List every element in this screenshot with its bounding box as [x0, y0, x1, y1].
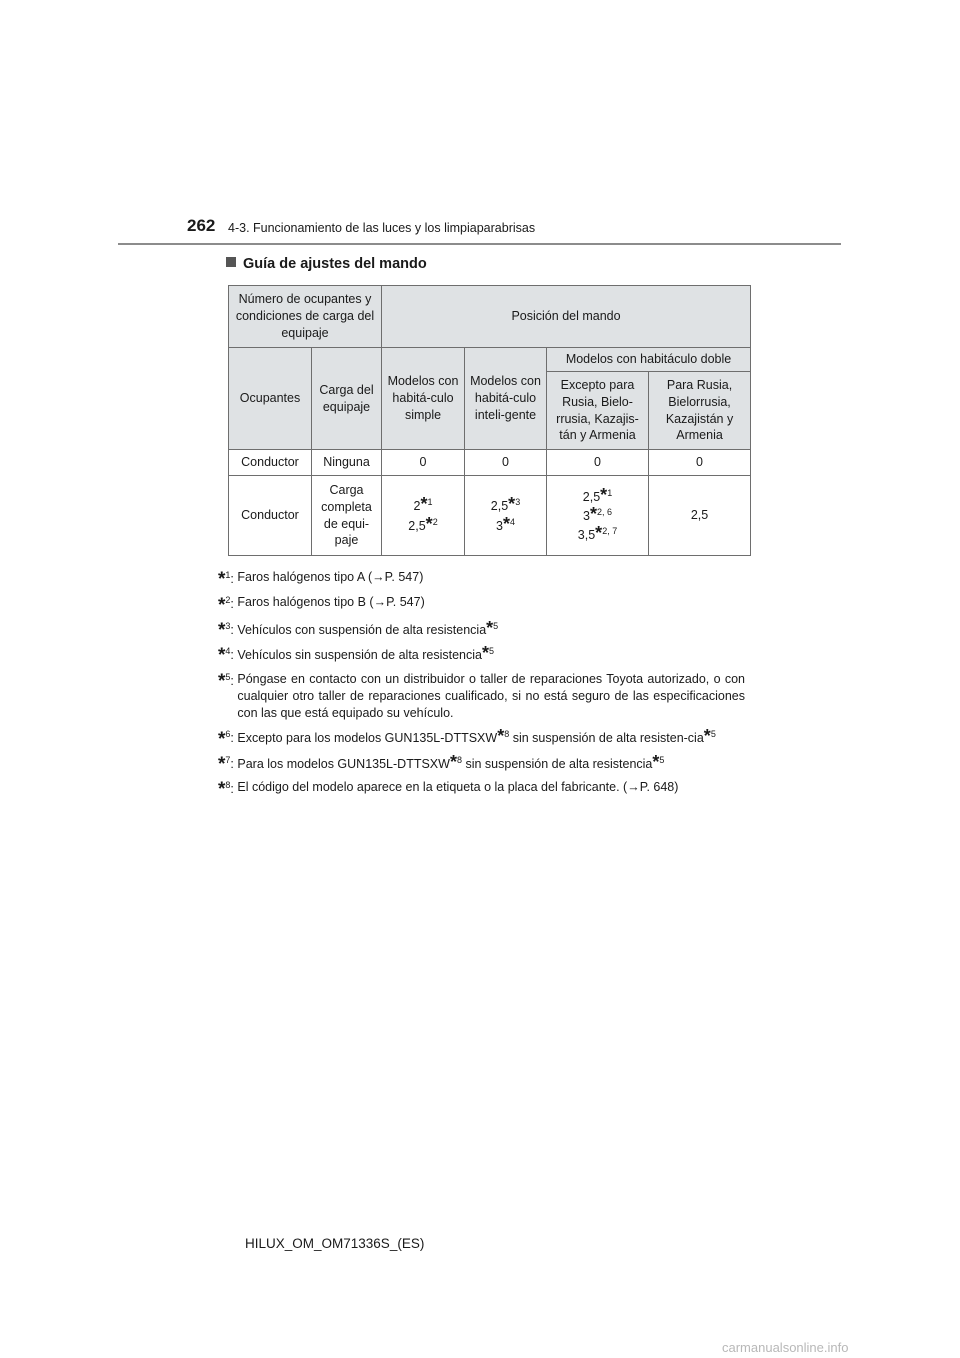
cell-occupants: Conductor — [229, 450, 312, 476]
header-for-regions: Para Rusia, Bielorrusia, Kazajistán y Armenia — [649, 372, 751, 450]
footnote: *$^2$: Faros halógenos tipo B (→P. 547) — [218, 594, 425, 616]
section-title-text: Guía de ajustes del mando — [243, 256, 427, 272]
cell-load: Ninguna — [312, 450, 382, 476]
cell-for: 0 — [649, 450, 751, 476]
footnote: *$^7$: Para los modelos GUN135L-DTTSXW*$^8$ sin suspensión de alta resistencia*$^5$ — [218, 751, 665, 775]
page-number: 262 — [187, 216, 216, 235]
cell-occupants: Conductor — [229, 476, 312, 556]
cell-for: 2,5 — [649, 476, 751, 556]
header-load: Carga del equipaje — [312, 348, 382, 450]
square-bullet-icon — [226, 257, 236, 267]
section-heading — [226, 256, 427, 272]
header-except-regions: Excepto para Rusia, Bielo-rrusia, Kazajis-tán y Armenia — [547, 372, 649, 450]
footnote: *$^5$: Póngase en contacto con un distribuidor o taller de reparaciones Toyota autorizado, o con cualquier otro taller de reparaciones cualificado, si no está seguro de las especificaciones con las que está equipado su vehículo. — [218, 670, 745, 721]
header-occupants: Ocupantes — [229, 348, 312, 450]
cell-except: 2,5*$^1$ 3*$^{2, 6}$ 3,5*$^{2, 7}$ — [547, 476, 649, 556]
document-code: HILUX_OM_OM71336S_(ES) — [245, 1236, 425, 1251]
footnote: *$^4$: Vehículos sin suspensión de alta resistencia*$^5$ — [218, 643, 494, 667]
cell-simple: 2*$^1$ 2,5*$^2$ — [382, 476, 465, 556]
header-occupants-load: Número de ocupantes y condiciones de carga del equipaje — [229, 286, 382, 348]
header-divider — [118, 243, 841, 245]
footnotes — [218, 569, 745, 805]
header-smart-cab: Modelos con habitá-culo inteli-gente — [465, 348, 547, 450]
footnote: *$^3$: Vehículos con suspensión de alta resistencia*$^5$ — [218, 617, 499, 641]
cell-simple: 0 — [382, 450, 465, 476]
cell-smart: 2,5*$^3$ 3*$^4$ — [465, 476, 547, 556]
footnote: *$^6$: Excepto para los modelos GUN135L-DTTSXW*$^8$ sin suspensión de alta resisten-cia*$^5$ — [218, 726, 716, 750]
cell-load: Carga completa de equi-paje — [312, 476, 382, 556]
header-knob-position: Posición del mando — [382, 286, 751, 348]
cell-smart: 0 — [465, 450, 547, 476]
header-simple-cab: Modelos con habitá-culo simple — [382, 348, 465, 450]
footnote: *$^1$: Faros halógenos tipo A (→P. 547) — [218, 569, 424, 591]
cell-except: 0 — [547, 450, 649, 476]
settings-table — [228, 285, 751, 556]
header-double-cab: Modelos con habitáculo doble — [547, 348, 751, 372]
footnote: *$^8$: El código del modelo aparece en la etiqueta o la placa del fabricante. (→P. 648) — [218, 779, 679, 801]
chapter-title: 4-3. Funcionamiento de las luces y los limpiaparabrisas — [228, 221, 536, 235]
watermark: carmanualsonline.info — [722, 1340, 849, 1355]
